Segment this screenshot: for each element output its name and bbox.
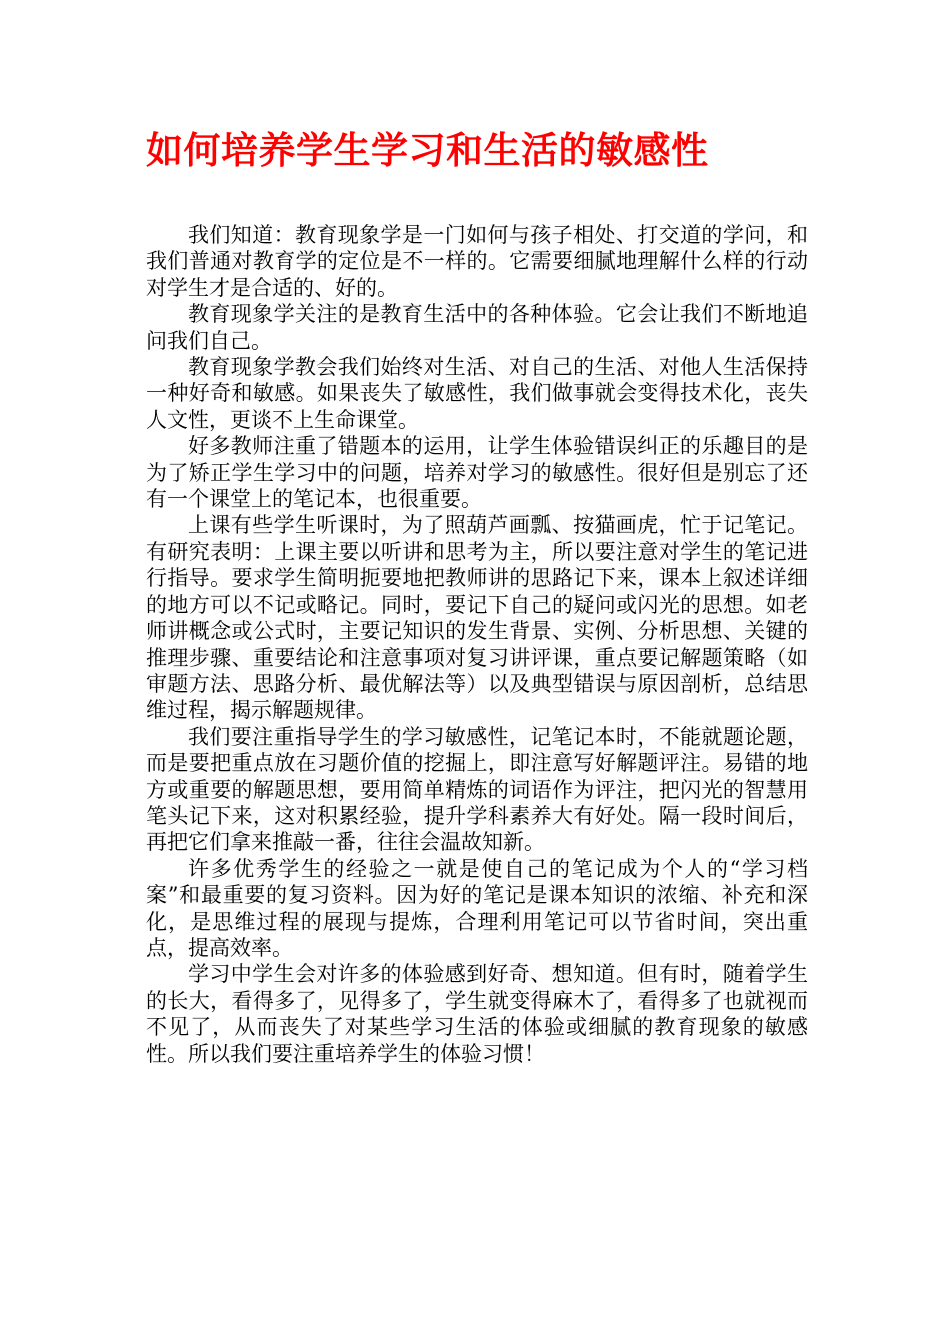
paragraph: 好多教师注重了错题本的运用，让学生体验错误纠正的乐趣目的是为了矫正学生学习中的问题，培养对学习的敏感性。很好但是别忘了还有一个课堂上的笔记本，也很重要。: [146, 434, 808, 512]
paragraph: 上课有些学生听课时，为了照葫芦画瓢、按猫画虎，忙于记笔记。有研究表明：上课主要以听讲和思考为主，所以要注意对学生的笔记进行指导。要求学生简明扼要地把教师讲的思路记下来，课本上叙述详细的地方可以不记或略记。同时，要记下自己的疑问或闪光的思想。如老师讲概念或公式时，主要记知识的发生背景、实例、分析思想、关键的推理步骤、重要结论和注意事项对复习讲评课，重点要记解题策略（如审题方法、思路分析、最优解法等）以及典型错误与原因剖析，总结思维过程，揭示解题规律。: [146, 513, 808, 723]
document-title: 如何培养学生学习和生活的敏感性: [146, 128, 709, 172]
paragraph: 我们知道：教育现象学是一门如何与孩子相处、打交道的学问，和我们普通对教育学的定位是不一样的。它需要细腻地理解什么样的行动对学生才是合适的、好的。: [146, 223, 808, 300]
paragraph: 我们要注重指导学生的学习敏感性，记笔记本时，不能就题论题，而是要把重点放在习题价值的挖掘上，即注意写好解题评注。易错的地方或重要的解题思想，要用简单精炼的词语作为评注，把闪光的智慧用笔头记下来，这对积累经验，提升学科素养大有好处。隔一段时间后，再把它们拿来推敲一番，往往会温故知新。: [146, 724, 808, 855]
paragraph: 教育现象学关注的是教育生活中的各种体验。它会让我们不断地追问我们自己。: [146, 302, 808, 353]
paragraph: 许多优秀学生的经验之一就是使自己的笔记成为个人的“学习档案”和最重要的复习资料。因为好的笔记是课本知识的浓缩、补充和深化，是思维过程的展现与提炼，合理利用笔记可以节省时间，突出重点，提高效率。: [146, 856, 808, 960]
paragraph: 教育现象学教会我们始终对生活、对自己的生活、对他人生活保持一种好奇和敏感。如果丧失了敏感性，我们做事就会变得技术化，丧失人文性，更谈不上生命课堂。: [146, 355, 808, 432]
document-body: [146, 222, 808, 1067]
paragraph: 学习中学生会对许多的体验感到好奇、想知道。但有时，随着学生的长大，看得多了，见得多了，学生就变得麻木了，看得多了也就视而不见了，从而丧失了对某些学习生活的体验或细腻的教育现象的敏感性。所以我们要注重培养学生的体验习惯！: [146, 962, 808, 1066]
